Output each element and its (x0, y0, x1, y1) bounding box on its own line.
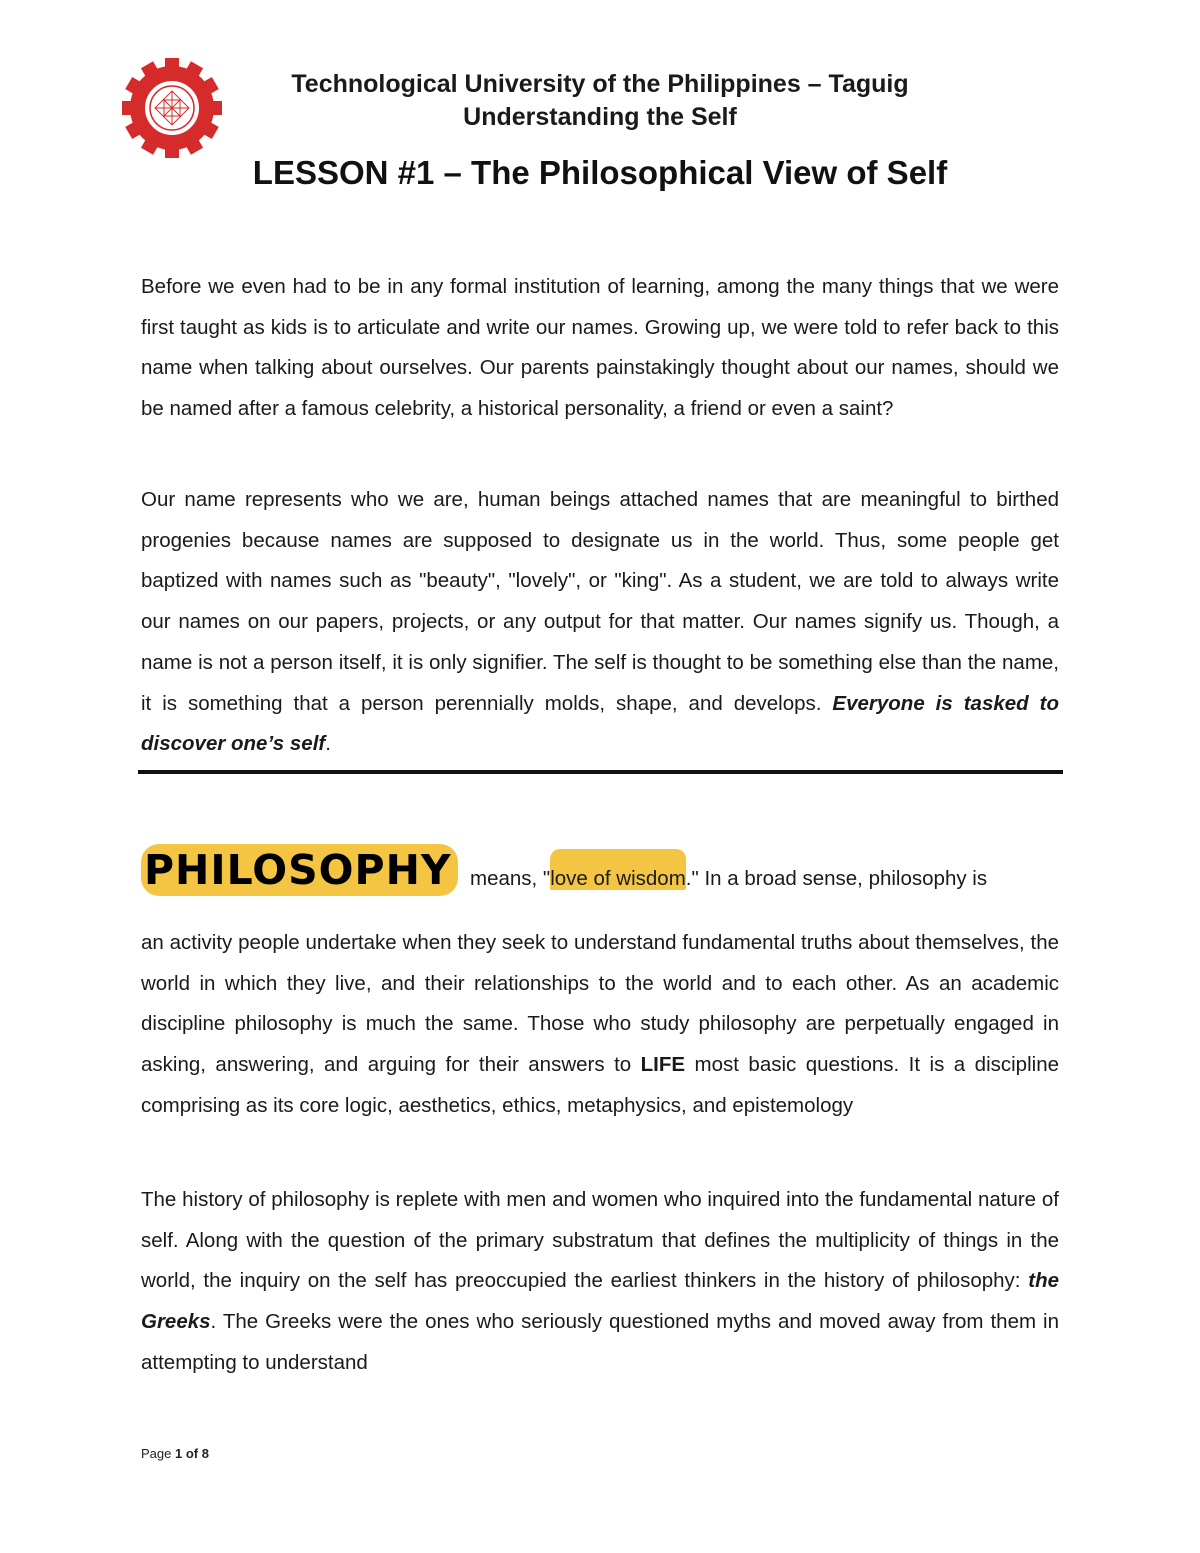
lesson-title: LESSON #1 – The Philosophical View of Self (252, 154, 948, 191)
philosophy-heading-highlight: PHILOSOPHY (141, 844, 458, 896)
intro-paragraph-1: Before we even had to be in any formal institution of learning, among the many things that we were first taught as kids is to articulate and write our names. Growing up, we were told to refer back to this name when talking about ourselves. Our parents painstakingly thought about our names, should we be named after a famous celebrity, a historical personality, a friend or even a saint? (141, 275, 1059, 421)
tup-gear-seal-icon (120, 56, 224, 160)
philosophy-paragraph-text-b: most basic questions. It is a discipline comprising as its core logic, aesthetics, ethics, metaphysics, and epistemology (141, 1053, 1059, 1117)
intro-paragraph-2-text: Our name represents who we are, human beings attached names that are meaningful to birthed progenies because names are supposed to designate us in the world. Thus, some people get baptized with names such as "beauty", "lovely", or "king". As a student, we are told to always write our names on our papers, projects, or any output for that matter. Our names signify us. Though, a name is not a person itself, it is only signifier. The self is thought to be something else than the name, it is something that a person perennially molds, shape, and develops. (141, 488, 1059, 715)
document-header (230, 68, 970, 134)
means-text: means, " (470, 867, 551, 890)
greeks-emphasis: the Greeks (141, 1269, 1059, 1334)
university-name: Technological University of the Philippines – Taguig (291, 70, 909, 98)
history-paragraph-text-a: The history of philosophy is replete with men and women who inquired into the fundamental nature of self. Along with the question of the primary substratum that defines the multiplicity of things in the world, the inquiry on the self has preoccupied the earliest thinkers in the history of philosophy: (141, 1188, 1059, 1293)
philosophy-paragraph (141, 923, 1059, 1127)
philosophy-paragraph-text-a: an activity people undertake when they seek to understand fundamental truths about themselves, the world in which they live, and their relationships to the world and to each other. As an academic discipline philosophy is much the same. Those who study philosophy are perpetually engaged in asking, answering, and arguing for their answers to (141, 931, 1059, 1077)
page-number: 1 (175, 1446, 183, 1461)
page-footer (141, 1446, 209, 1461)
intro-paragraph-2 (141, 480, 1059, 765)
page-label: Page (141, 1446, 172, 1461)
emphasis-discover-self: Everyone is tasked to discover one’s self (141, 691, 1059, 756)
course-name: Understanding the Self (463, 103, 737, 131)
intro-paragraph-2-end: . (325, 732, 331, 756)
history-paragraph-text-b: . The Greeks were the ones who seriously questioned myths and moved away from them in attempting to understand (141, 1310, 1059, 1374)
philosophy-definition-line (141, 842, 1059, 902)
page-total: 8 (201, 1446, 209, 1461)
philosophy-definition-text (470, 865, 987, 893)
section-divider (138, 770, 1063, 774)
broad-sense-text: ." In a broad sense, philosophy is (685, 867, 988, 890)
of-label: of (185, 1446, 199, 1461)
love-of-wisdom-highlight: love of wisdom (550, 849, 686, 890)
history-paragraph (141, 1180, 1059, 1384)
life-emphasis: LIFE (640, 1053, 686, 1077)
